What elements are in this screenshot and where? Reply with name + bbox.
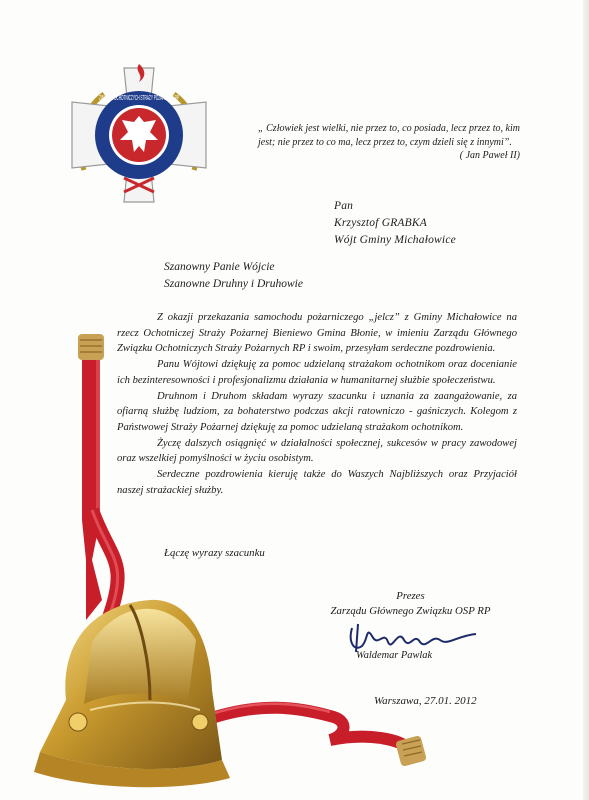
body-paragraph-2: Panu Wójtowi dziękuję za pomoc udzielaną strażakom ochotnikom oraz docenianie ich bezinteresowności i profesjonalizmu działania w humanitarnej służbie społeczeństwu. bbox=[117, 359, 517, 386]
body-paragraph-1: Z okazji przekazania samochodu pożarniczego „jelcz” z Gminy Michałowice na rzecz Ochotniczej Straży Pożarnej Bieniewo Gmina Błonie, w imieniu Zarządu Głównego Związku Ochotniczych Straży Pożarnych RP i swoim, przesyłam serdeczne pozdrowienia. bbox=[117, 312, 517, 355]
motto-quote bbox=[258, 122, 520, 163]
signer-organization: Zarządu Głównego Związku OSP RP bbox=[330, 605, 491, 617]
emblem-ring-text: ZWIĄZEK OCHOTNICZYCH STRAŻY POŻARNYCH RP bbox=[99, 95, 276, 102]
place-and-date: Warszawa, 27.01. 2012 bbox=[374, 695, 477, 707]
recipient-name: Krzysztof GRABKA bbox=[334, 217, 427, 229]
recipient-address bbox=[334, 198, 456, 249]
body-paragraph-4: Życzę dalszych osiągnięć w działalności społecznej, sukcesów w pracy zawodowej oraz wszelkiej pomyślności w życiu osobistym. bbox=[117, 437, 517, 465]
salutation bbox=[164, 259, 303, 293]
motto-author: ( Jan Paweł II) bbox=[459, 150, 520, 161]
recipient-honorific: Pan bbox=[334, 200, 354, 212]
signature-block bbox=[288, 589, 533, 619]
body-paragraph-3: Druhnom i Druhom składam wyrazy szacunku i uznania za zaangażowanie, za ofiarną służbę ludziom, za bohaterstwo podczas akcji ratowniczo - gaśniczych. Kolegom z Państwowej Straży Pożarnej dziękuję za pomoc udzielaną strażakom ochotnikom. bbox=[117, 390, 517, 433]
closing-line: Łączę wyrazy szacunku bbox=[164, 547, 265, 559]
recipient-title: Wójt Gminy Michałowice bbox=[334, 234, 456, 246]
signer-name: Waldemar Pawlak bbox=[356, 650, 433, 661]
salutation-line-2: Szanowne Druhny i Druhowie bbox=[164, 278, 303, 290]
motto-text: „ Człowiek jest wielki, nie przez to, co posiada, lecz przez to, kim jest; nie przez to co ma, lecz przez to, czym dzieli się z innymi”. bbox=[258, 123, 520, 148]
body-paragraph-5: Serdeczne pozdrowienia kieruję także do Waszych Najbliższych oraz Przyjaciół naszej strażackiej służby. bbox=[117, 469, 517, 496]
fireman-helmet-icon bbox=[34, 600, 230, 787]
letter-body bbox=[117, 310, 517, 498]
tassel-top-icon bbox=[78, 334, 104, 360]
signer-title: Prezes bbox=[396, 590, 425, 602]
salutation-line-1: Szanowny Panie Wójcie bbox=[164, 261, 275, 273]
osp-emblem-icon bbox=[64, 60, 276, 210]
